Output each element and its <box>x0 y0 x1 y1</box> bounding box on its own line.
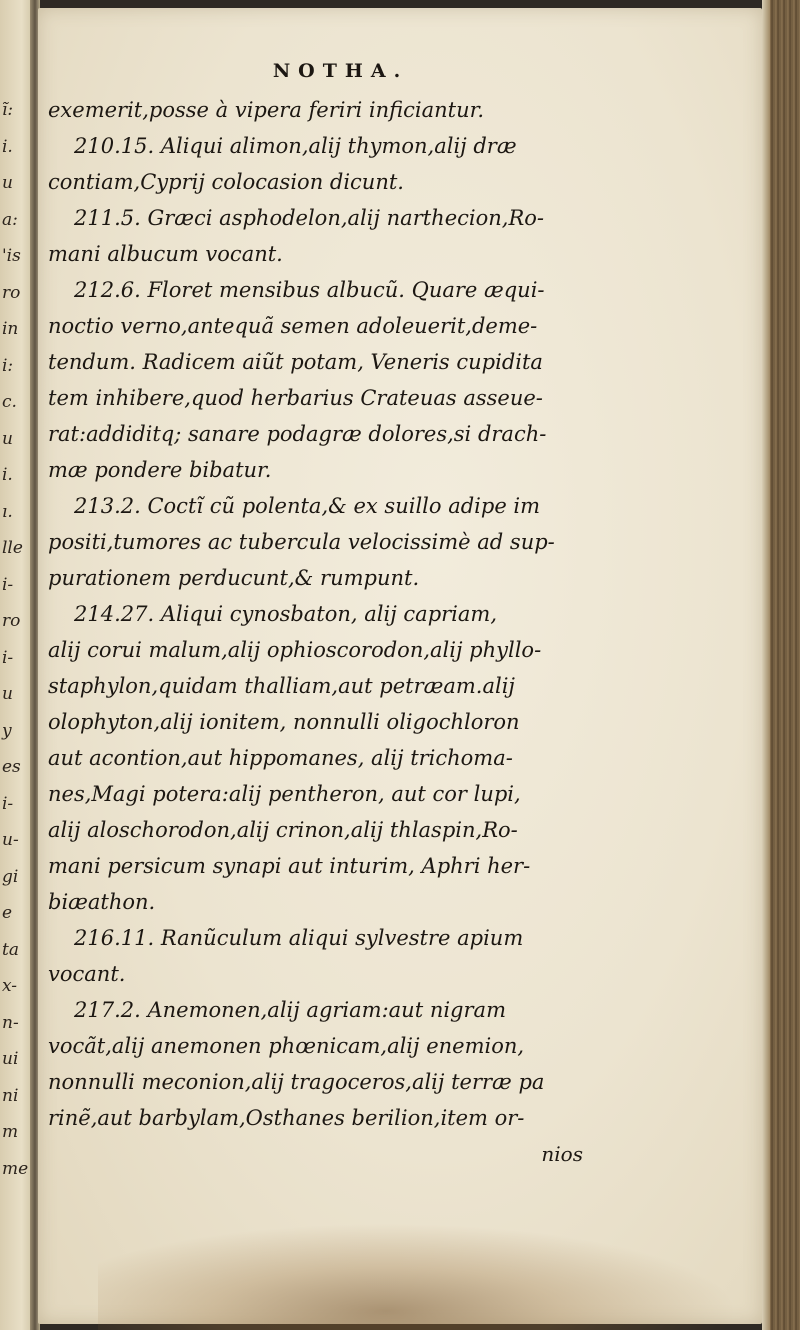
text-line: vocant. <box>48 962 126 986</box>
facing-page-fragment: x- <box>2 976 18 996</box>
text-line: 211.5. Græci asphodelon,alij narthecion,Ro- <box>74 206 544 230</box>
facing-page-fragment: ni <box>2 1085 19 1106</box>
text-line: 217.2. Anemonen,alij agriam:aut nigram <box>74 998 506 1022</box>
text-line: 213.2. Coctĩ cũ polenta,& ex suillo adipe im <box>74 494 541 518</box>
facing-page-fragment: ro <box>2 611 21 631</box>
text-line: tem inhibere,quod herbarius Crateuas asseue- <box>48 386 543 410</box>
facing-page-fragment: i- <box>2 647 14 668</box>
facing-page-fragment: c. <box>2 392 17 412</box>
facing-page-fragment: y <box>2 720 12 741</box>
facing-page-fragment: u <box>2 684 13 704</box>
facing-page-fragment: e <box>2 903 13 923</box>
catchword: nios <box>541 1142 583 1166</box>
facing-page-fragment: es <box>2 757 21 777</box>
facing-page-fragment: u- <box>2 830 19 850</box>
text-line: nes,Magi potera:alij pentheron, aut cor lupi, <box>48 782 521 806</box>
text-line: vocãt,alij anemonen phœnicam,alij enemion, <box>48 1034 525 1058</box>
text-line: biæathon. <box>48 890 156 914</box>
text-line: rinẽ,aut barbylam,Osthanes berilion,item or- <box>48 1106 525 1130</box>
facing-page-fragment: i. <box>2 136 13 157</box>
facing-page-fragment: lle <box>2 538 23 558</box>
text-line: rat:addiditq; sanare podagræ dolores,si drach- <box>48 422 547 446</box>
running-head: NOTHA. <box>272 60 409 82</box>
facing-page-fragment: a: <box>2 209 18 230</box>
facing-page-fragment: m <box>2 1122 19 1142</box>
facing-page-fragment: i- <box>2 574 14 595</box>
text-line: mæ pondere bibatur. <box>48 458 272 482</box>
facing-page-fragment: ta <box>2 939 19 960</box>
facing-page-fragment: me <box>2 1158 29 1179</box>
facing-page-fragment: ı. <box>2 501 13 522</box>
text-lines <box>48 92 593 1136</box>
text-line: aut acontion,aut hippomanes, alij trichoma- <box>48 746 513 770</box>
text-line: mani persicum synapi aut inturim, Aphri her- <box>48 854 531 878</box>
text-line: exemerit,posse à vipera feriri inficiantur. <box>48 98 485 122</box>
facing-page-fragment: gi <box>2 866 19 887</box>
text-line: 212.6. Floret mensibus albucũ. Quare æqui- <box>74 278 545 302</box>
facing-page-fragment: i- <box>2 793 14 814</box>
facing-page-fragment: in <box>2 319 19 339</box>
text-line: purationem perducunt,& rumpunt. <box>48 566 420 590</box>
facing-page-fragment: ĩ: <box>2 100 14 120</box>
text-line: staphylon,quidam thalliam,aut petræam.alij <box>48 674 515 698</box>
text-line: olophyton,alij ionitem, nonnulli oligochloron <box>48 710 520 734</box>
text-line: alij corui malum,alij ophioscorodon,alij phyllo- <box>48 638 542 662</box>
page-edges <box>762 0 800 1330</box>
facing-page-fragment: 'is <box>2 246 21 266</box>
text-line: 214.27. Aliqui cynosbaton, alij capriam, <box>74 602 498 626</box>
page-text <box>48 60 593 1172</box>
facing-page-fragment: u <box>2 173 13 193</box>
facing-page-fragment: n- <box>2 1012 19 1033</box>
text-line: alij aloschorodon,alij crinon,alij thlaspin,Ro- <box>48 818 518 842</box>
text-line: noctio verno,antequã semen adoleuerit,deme- <box>48 314 538 338</box>
text-line: mani albucum vocant. <box>48 242 283 266</box>
facing-page-fragment: ui <box>2 1049 19 1069</box>
text-line: positi,tumores ac tubercula velocissimè ad sup- <box>48 530 555 554</box>
text-line: 210.15. Aliqui alimon,alij thymon,alij dræ <box>74 134 517 158</box>
facing-page-fragment: i: <box>2 355 14 376</box>
water-stain <box>98 1223 738 1330</box>
text-line: 216.11. Ranũculum aliqui sylvestre apium <box>74 926 524 950</box>
text-line: nonnulli meconion,alij tragoceros,alij terræ pa <box>48 1070 545 1094</box>
text-line: tendum. Radicem aiũt potam, Veneris cupidita <box>48 350 543 374</box>
facing-page-fragment: u <box>2 428 13 449</box>
facing-page-fragment: i. <box>2 465 13 485</box>
text-line: contiam,Cyprij colocasion dicunt. <box>48 170 404 194</box>
facing-page-fragment: ro <box>2 282 21 303</box>
